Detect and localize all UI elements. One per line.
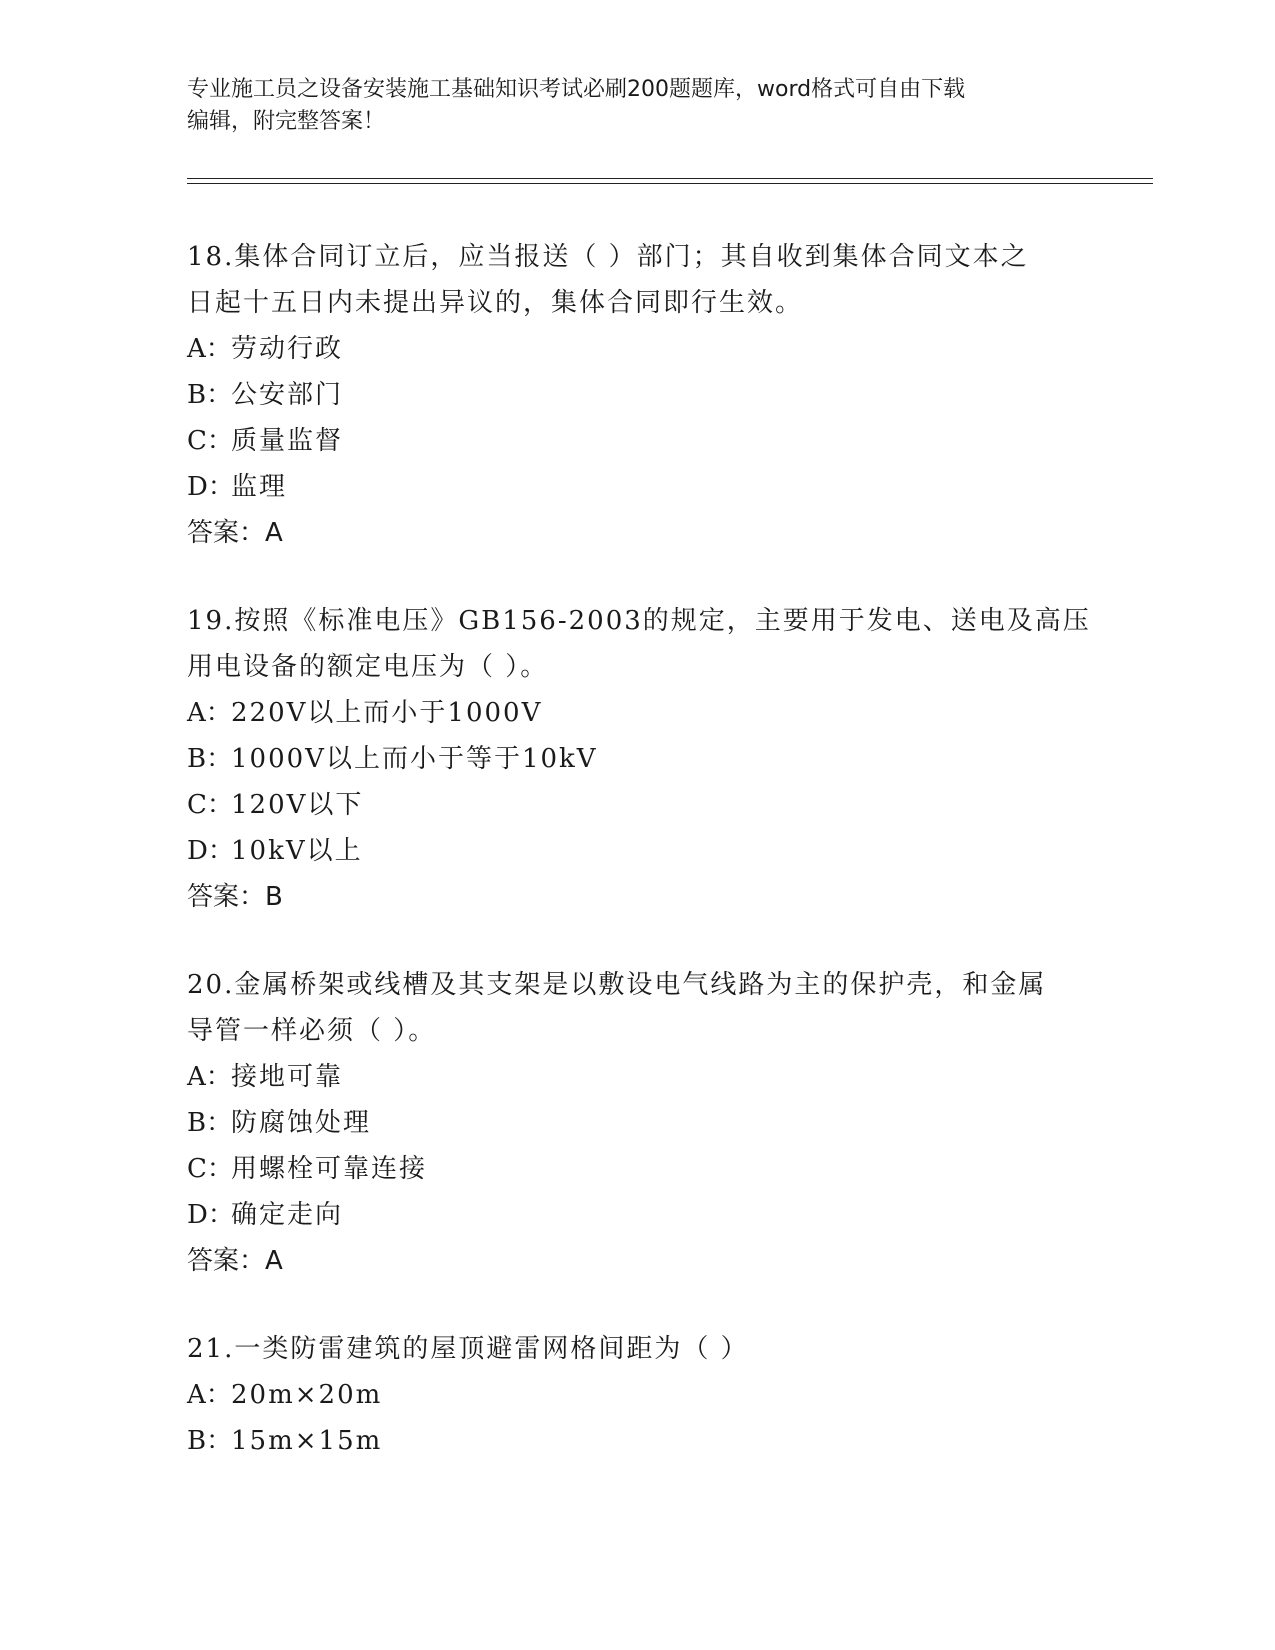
option-key: D： xyxy=(187,1200,234,1230)
option-key: A： xyxy=(187,334,232,364)
option-key: C： xyxy=(187,426,233,456)
option-key: D： xyxy=(187,472,234,502)
answer-line: 答案：B xyxy=(187,882,283,912)
option-text: 监理 xyxy=(231,472,288,502)
option-text: 质量监督 xyxy=(231,426,344,456)
question-stem-line: 19.按照《标准电压》GB156-2003的规定，主要用于发电、送电及高压 xyxy=(187,606,1091,636)
question-stem xyxy=(187,1326,1087,1372)
option-key: A： xyxy=(187,698,232,728)
question-stem-line: 18.集体合同订立后，应当报送（ ）部门；其自收到集体合同文本之 xyxy=(187,242,1029,272)
option-b xyxy=(187,372,1087,418)
option-key: C： xyxy=(187,1154,233,1184)
option-c xyxy=(187,782,1087,828)
question-stem xyxy=(187,962,1087,1054)
option-text: 接地可靠 xyxy=(231,1062,344,1092)
option-key: B： xyxy=(187,744,233,774)
header-divider-top xyxy=(187,178,1153,179)
option-key: B： xyxy=(187,1108,233,1138)
answer-line: 答案：A xyxy=(187,1246,283,1276)
option-b xyxy=(187,736,1087,782)
option-a xyxy=(187,1054,1087,1100)
option-key: A： xyxy=(187,1380,232,1410)
question-19 xyxy=(187,598,1091,920)
document-header xyxy=(187,74,1067,138)
option-text: 20m×20m xyxy=(231,1380,383,1410)
question-stem-line: 20.金属桥架或线槽及其支架是以敷设电气线路为主的保护壳，和金属 xyxy=(187,970,1047,1000)
option-d xyxy=(187,828,1087,874)
option-key: B： xyxy=(187,380,233,410)
question-stem xyxy=(187,598,1091,690)
option-c xyxy=(187,1146,1087,1192)
option-key: C： xyxy=(187,790,233,820)
header-divider-bottom xyxy=(187,183,1153,184)
answer-line: 答案：A xyxy=(187,518,283,548)
header-title-line-2: 编辑，附完整答案！ xyxy=(187,109,386,134)
question-stem-line: 日起十五日内未提出异议的，集体合同即行生效。 xyxy=(187,288,804,318)
option-key: A： xyxy=(187,1062,232,1092)
option-c xyxy=(187,418,1087,464)
option-text: 劳动行政 xyxy=(231,334,344,364)
option-text: 1000V以上而小于等于10kV xyxy=(231,744,598,774)
option-a xyxy=(187,1372,1087,1418)
option-key: D： xyxy=(187,836,234,866)
option-text: 120V以下 xyxy=(231,790,364,820)
option-text: 用螺栓可靠连接 xyxy=(231,1154,428,1184)
option-text: 10kV以上 xyxy=(231,836,363,866)
question-stem-line: 21.一类防雷建筑的屋顶避雷网格间距为（ ） xyxy=(187,1334,749,1364)
question-stem-line: 导管一样必须（ ）。 xyxy=(187,1016,437,1046)
option-a xyxy=(187,326,1087,372)
option-text: 公安部门 xyxy=(231,380,344,410)
question-stem-line: 用电设备的额定电压为（ ）。 xyxy=(187,652,549,682)
option-text: 确定走向 xyxy=(231,1200,344,1230)
header-title-line-1: 专业施工员之设备安装施工基础知识考试必刷200题题库，word格式可自由下载 xyxy=(187,77,966,102)
option-text: 15m×15m xyxy=(231,1426,383,1456)
option-b xyxy=(187,1418,1087,1464)
question-21 xyxy=(187,1326,1087,1464)
option-text: 220V以上而小于1000V xyxy=(231,698,543,728)
option-d xyxy=(187,1192,1087,1238)
option-text: 防腐蚀处理 xyxy=(231,1108,372,1138)
option-d xyxy=(187,464,1087,510)
option-a xyxy=(187,690,1087,736)
option-b xyxy=(187,1100,1087,1146)
question-20 xyxy=(187,962,1087,1284)
option-key: B： xyxy=(187,1426,233,1456)
question-18 xyxy=(187,234,1087,556)
question-stem xyxy=(187,234,1087,326)
